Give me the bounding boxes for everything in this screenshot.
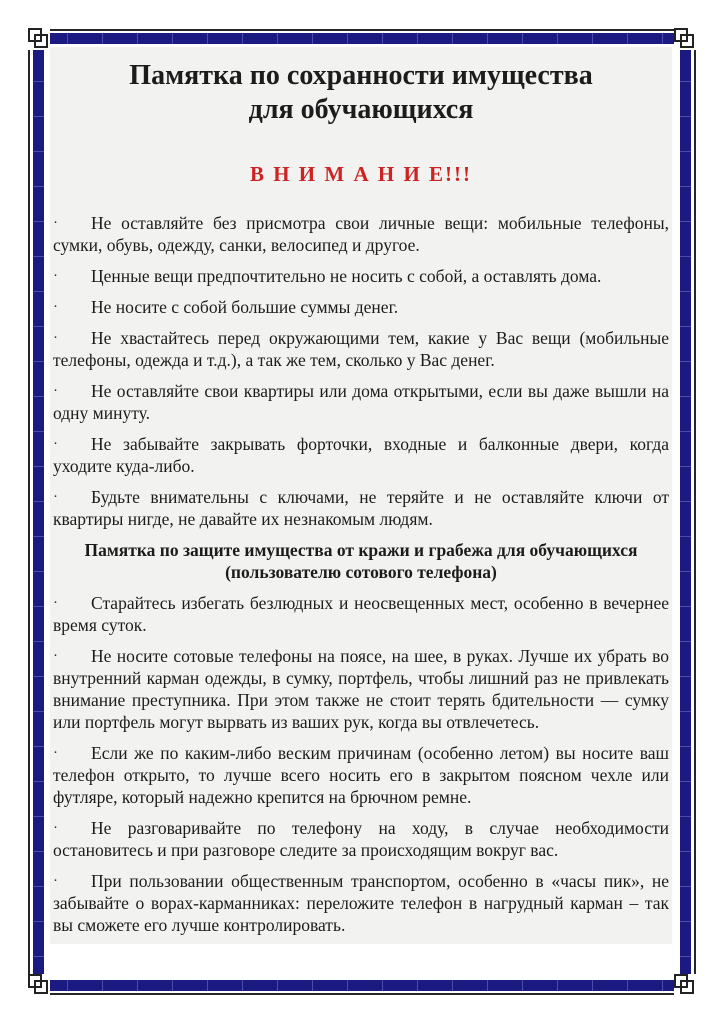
bullet-item: [53, 296, 669, 318]
bullet-marker: ·: [53, 330, 58, 346]
bullet-marker: ·: [53, 873, 58, 889]
corner-square-icon: [34, 980, 48, 994]
bullet-item: [53, 742, 669, 808]
bullet-item: [53, 817, 669, 861]
bullet-marker: ·: [53, 820, 58, 836]
document-content: [50, 47, 672, 944]
bullet-item: [53, 592, 669, 636]
bullet-text: Не оставляйте свои квартиры или дома открытыми, если вы даже вышли на одну минуту.: [53, 381, 669, 423]
bullet-item: [53, 212, 669, 256]
bullet-marker: ·: [53, 489, 58, 505]
bullet-item: [53, 380, 669, 424]
bullet-marker: ·: [53, 299, 58, 315]
bullet-text: Не разговаривайте по телефону на ходу, в случае необходимости остановитесь и при разговоре следите за происходящим вокруг вас.: [53, 818, 669, 860]
bullet-text: При пользовании общественным транспортом, особенно в «часы пик», не забывайте о ворах-карманниках: переложите телефон в нагрудный карман – так вы сможете его лучше контролировать.: [53, 871, 669, 935]
section-subtitle: [53, 539, 669, 583]
page-border-band-right: [680, 33, 691, 991]
page-border-band-top: [33, 33, 691, 44]
corner-square-icon: [680, 34, 694, 48]
bullet-text: Старайтесь избегать безлюдных и неосвещенных мест, особенно в вечернее время суток.: [53, 593, 669, 635]
corner-ornament-bottom-right: [674, 974, 696, 996]
bullet-marker: ·: [53, 595, 58, 611]
corner-ornament-top-right: [674, 28, 696, 50]
corner-square-icon: [680, 980, 694, 994]
bullet-text: Ценные вещи предпочтительно не носить с собой, а оставлять дома.: [91, 266, 602, 286]
bullet-text: Не хвастайтесь перед окружающими тем, какие у Вас вещи (мобильные телефоны, одежда и т.д.), а так же тем, сколько у Вас денег.: [53, 328, 669, 370]
bullet-text: Если же по каким-либо веским причинам (особенно летом) вы носите ваш телефон открыто, то лучше всего носить его в закрытом поясном чехле или футляре, который надежно крепится на брючном ремне.: [53, 743, 669, 807]
bullet-item: [53, 265, 669, 287]
bullet-marker: ·: [53, 215, 58, 231]
corner-square-icon: [34, 34, 48, 48]
bullet-item: [53, 870, 669, 936]
bullet-item: [53, 433, 669, 477]
page-title-line1: Памятка по сохранности имущества: [129, 60, 593, 91]
bullet-text: Не оставляйте без присмотра свои личные вещи: мобильные телефоны, сумки, обувь, одежду, санки, велосипед и другое.: [53, 213, 669, 255]
bullet-marker: ·: [53, 436, 58, 452]
page-border-band-left: [33, 33, 44, 991]
bullet-text: Не забывайте закрывать форточки, входные и балконные двери, когда уходите куда-либо.: [53, 434, 669, 476]
bullet-text: Не носите с собой большие суммы денег.: [91, 297, 399, 317]
page-title-line2: для обучающихся: [248, 94, 474, 125]
bullet-marker: ·: [53, 268, 58, 284]
page-border-band-bottom: [33, 980, 691, 991]
section-subtitle-line2: (пользователю сотового телефона): [225, 562, 497, 582]
corner-ornament-top-left: [28, 28, 50, 50]
memo-body: [53, 212, 669, 936]
page-title: [53, 59, 669, 127]
section-subtitle-line1: Памятка по защите имущества от кражи и грабежа для обучающихся: [84, 540, 638, 560]
bullet-marker: ·: [53, 383, 58, 399]
corner-ornament-bottom-left: [28, 974, 50, 996]
bullet-text: Будьте внимательны с ключами, не теряйте и не оставляйте ключи от квартиры нигде, не давайте их незнакомым людям.: [53, 487, 669, 529]
bullet-text: Не носите сотовые телефоны на поясе, на шее, в руках. Лучше их убрать во внутренний карман одежды, в сумку, портфель, чтобы лишний раз не привлекать внимание преступника. При этом также не стоит терять бдительности — сумку или портфель могут вырвать из ваших рук, когда вы отвлечетесь.: [53, 646, 669, 732]
bullet-item: [53, 645, 669, 733]
attention-heading: В Н И М А Н И Е!!!: [249, 162, 473, 186]
bullet-marker: ·: [53, 745, 58, 761]
bullet-item: [53, 327, 669, 371]
bullet-marker: ·: [53, 648, 58, 664]
bullet-item: [53, 486, 669, 530]
